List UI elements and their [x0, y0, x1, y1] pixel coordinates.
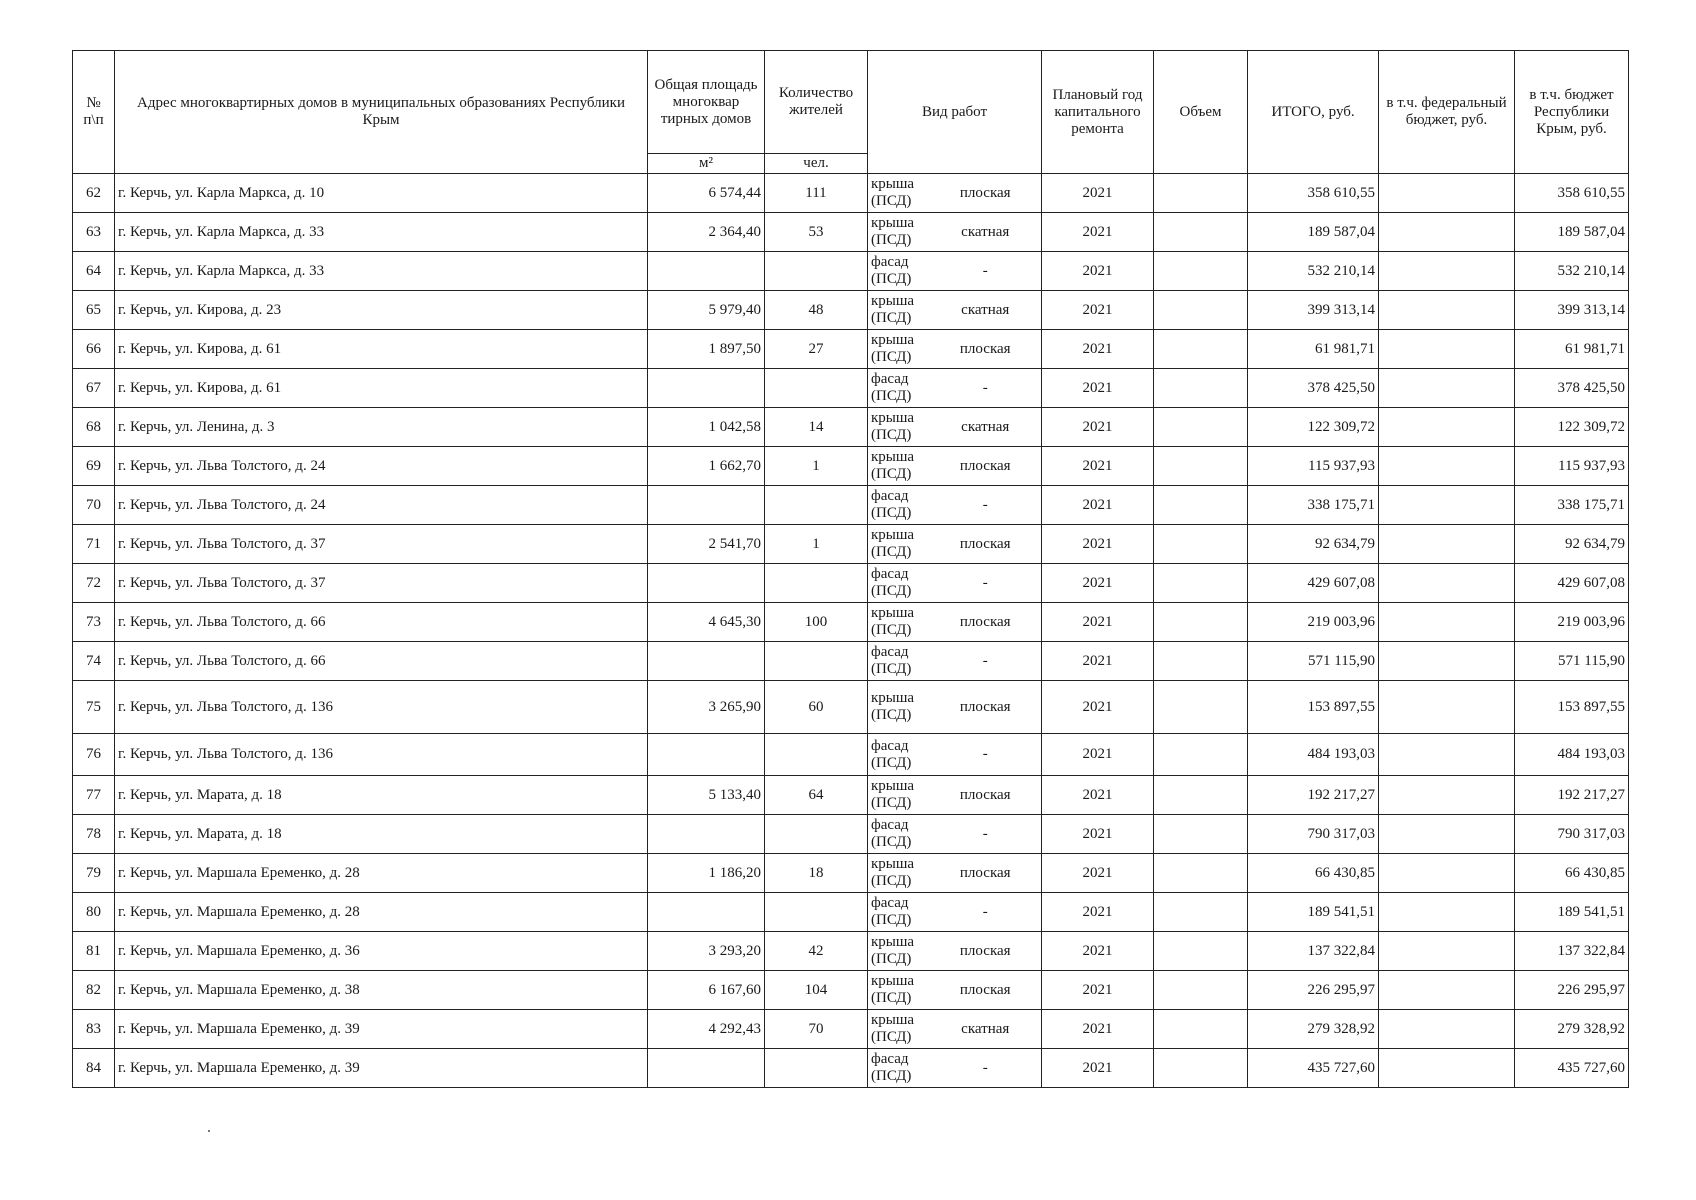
row-residents: 70 — [765, 1010, 868, 1049]
row-residents — [765, 893, 868, 932]
row-residents: 53 — [765, 213, 868, 252]
row-republic: 279 328,92 — [1515, 1010, 1629, 1049]
row-republic: 358 610,55 — [1515, 174, 1629, 213]
row-work-type: фасад (ПСД) — [868, 815, 930, 854]
table-row — [73, 564, 1629, 603]
row-total: 189 541,51 — [1248, 893, 1379, 932]
table-row — [73, 734, 1629, 776]
row-residents: 1 — [765, 525, 868, 564]
row-residents: 42 — [765, 932, 868, 971]
row-total: 66 430,85 — [1248, 854, 1379, 893]
table-row — [73, 330, 1629, 369]
row-number: 79 — [73, 854, 115, 893]
row-total: 790 317,03 — [1248, 815, 1379, 854]
row-number: 83 — [73, 1010, 115, 1049]
row-area: 1 186,20 — [648, 854, 765, 893]
row-total: 399 313,14 — [1248, 291, 1379, 330]
row-number: 84 — [73, 1049, 115, 1088]
header-area: Общая площадь многоквар тирных домов — [648, 51, 765, 154]
row-area: 1 042,58 — [648, 408, 765, 447]
scan-speck — [208, 1130, 210, 1132]
row-area: 5 133,40 — [648, 776, 765, 815]
row-year: 2021 — [1042, 291, 1154, 330]
row-volume — [1154, 525, 1248, 564]
row-volume — [1154, 681, 1248, 734]
table-row — [73, 893, 1629, 932]
row-federal — [1379, 408, 1515, 447]
row-federal — [1379, 564, 1515, 603]
header-num: № п\п — [73, 51, 115, 174]
row-volume — [1154, 815, 1248, 854]
row-volume — [1154, 893, 1248, 932]
table-row — [73, 603, 1629, 642]
row-federal — [1379, 291, 1515, 330]
row-area: 6 574,44 — [648, 174, 765, 213]
row-republic: 571 115,90 — [1515, 642, 1629, 681]
row-area: 3 293,20 — [648, 932, 765, 971]
row-volume — [1154, 447, 1248, 486]
row-federal — [1379, 893, 1515, 932]
row-year: 2021 — [1042, 932, 1154, 971]
row-number: 72 — [73, 564, 115, 603]
table-row — [73, 776, 1629, 815]
row-year: 2021 — [1042, 252, 1154, 291]
row-work-subtype: плоская — [930, 330, 1042, 369]
row-residents: 18 — [765, 854, 868, 893]
row-area — [648, 642, 765, 681]
row-volume — [1154, 642, 1248, 681]
row-work-type: фасад (ПСД) — [868, 1049, 930, 1088]
row-republic: 153 897,55 — [1515, 681, 1629, 734]
table-row — [73, 971, 1629, 1010]
row-work-subtype: плоская — [930, 525, 1042, 564]
row-area — [648, 252, 765, 291]
row-federal — [1379, 854, 1515, 893]
table-row — [73, 252, 1629, 291]
row-address: г. Керчь, ул. Ленина, д. 3 — [115, 408, 648, 447]
row-number: 63 — [73, 213, 115, 252]
row-number: 76 — [73, 734, 115, 776]
row-work-type: фасад (ПСД) — [868, 642, 930, 681]
row-area — [648, 369, 765, 408]
row-total: 115 937,93 — [1248, 447, 1379, 486]
row-address: г. Керчь, ул. Кирова, д. 23 — [115, 291, 648, 330]
row-work-type: крыша (ПСД) — [868, 525, 930, 564]
row-work-subtype: плоская — [930, 776, 1042, 815]
row-residents: 60 — [765, 681, 868, 734]
row-number: 67 — [73, 369, 115, 408]
row-work-type: крыша (ПСД) — [868, 330, 930, 369]
row-work-subtype: скатная — [930, 213, 1042, 252]
row-residents: 48 — [765, 291, 868, 330]
row-area: 3 265,90 — [648, 681, 765, 734]
row-year: 2021 — [1042, 447, 1154, 486]
row-federal — [1379, 486, 1515, 525]
row-volume — [1154, 932, 1248, 971]
row-federal — [1379, 174, 1515, 213]
row-republic: 66 430,85 — [1515, 854, 1629, 893]
row-address: г. Керчь, ул. Льва Толстого, д. 24 — [115, 486, 648, 525]
row-work-subtype: плоская — [930, 854, 1042, 893]
row-republic: 219 003,96 — [1515, 603, 1629, 642]
header-residents: Количество жителей — [765, 51, 868, 154]
row-work-subtype: - — [930, 642, 1042, 681]
row-total: 153 897,55 — [1248, 681, 1379, 734]
row-work-subtype: плоская — [930, 447, 1042, 486]
row-federal — [1379, 776, 1515, 815]
row-number: 81 — [73, 932, 115, 971]
row-work-subtype: - — [930, 486, 1042, 525]
row-residents — [765, 1049, 868, 1088]
row-address: г. Керчь, ул. Льва Толстого, д. 136 — [115, 681, 648, 734]
row-republic: 92 634,79 — [1515, 525, 1629, 564]
row-area: 6 167,60 — [648, 971, 765, 1010]
row-work-type: крыша (ПСД) — [868, 854, 930, 893]
row-total: 189 587,04 — [1248, 213, 1379, 252]
row-area — [648, 564, 765, 603]
row-volume — [1154, 486, 1248, 525]
row-republic: 189 541,51 — [1515, 893, 1629, 932]
row-residents: 111 — [765, 174, 868, 213]
row-address: г. Керчь, ул. Карла Маркса, д. 33 — [115, 252, 648, 291]
row-work-subtype: - — [930, 815, 1042, 854]
row-work-type: фасад (ПСД) — [868, 734, 930, 776]
row-republic: 226 295,97 — [1515, 971, 1629, 1010]
row-year: 2021 — [1042, 369, 1154, 408]
row-address: г. Керчь, ул. Льва Толстого, д. 136 — [115, 734, 648, 776]
row-federal — [1379, 252, 1515, 291]
row-republic: 122 309,72 — [1515, 408, 1629, 447]
row-area: 2 364,40 — [648, 213, 765, 252]
row-federal — [1379, 447, 1515, 486]
row-volume — [1154, 1010, 1248, 1049]
row-area: 1 662,70 — [648, 447, 765, 486]
row-work-type: крыша (ПСД) — [868, 932, 930, 971]
table-row — [73, 854, 1629, 893]
header-work: Вид работ — [868, 51, 1042, 174]
row-total: 429 607,08 — [1248, 564, 1379, 603]
row-work-type: крыша (ПСД) — [868, 408, 930, 447]
row-residents: 14 — [765, 408, 868, 447]
row-area: 4 645,30 — [648, 603, 765, 642]
row-total: 192 217,27 — [1248, 776, 1379, 815]
row-republic: 61 981,71 — [1515, 330, 1629, 369]
row-total: 61 981,71 — [1248, 330, 1379, 369]
table-row — [73, 932, 1629, 971]
header-volume: Объем — [1154, 51, 1248, 174]
row-area — [648, 1049, 765, 1088]
row-address: г. Керчь, ул. Маршала Еременко, д. 28 — [115, 854, 648, 893]
row-work-subtype: плоская — [930, 971, 1042, 1010]
row-number: 68 — [73, 408, 115, 447]
row-federal — [1379, 815, 1515, 854]
header-total: ИТОГО, руб. — [1248, 51, 1379, 174]
row-total: 226 295,97 — [1248, 971, 1379, 1010]
row-year: 2021 — [1042, 330, 1154, 369]
row-work-type: фасад (ПСД) — [868, 564, 930, 603]
row-federal — [1379, 932, 1515, 971]
row-number: 71 — [73, 525, 115, 564]
row-federal — [1379, 603, 1515, 642]
row-work-subtype: - — [930, 252, 1042, 291]
row-address: г. Керчь, ул. Маршала Еременко, д. 28 — [115, 893, 648, 932]
row-residents: 27 — [765, 330, 868, 369]
row-year: 2021 — [1042, 1049, 1154, 1088]
row-federal — [1379, 525, 1515, 564]
row-work-type: крыша (ПСД) — [868, 603, 930, 642]
row-work-type: крыша (ПСД) — [868, 174, 930, 213]
row-federal — [1379, 1049, 1515, 1088]
row-number: 65 — [73, 291, 115, 330]
row-number: 66 — [73, 330, 115, 369]
row-year: 2021 — [1042, 815, 1154, 854]
header-republic: в т.ч. бюджет Республики Крым, руб. — [1515, 51, 1629, 174]
table-row — [73, 213, 1629, 252]
row-address: г. Керчь, ул. Маршала Еременко, д. 39 — [115, 1049, 648, 1088]
row-residents — [765, 486, 868, 525]
row-year: 2021 — [1042, 734, 1154, 776]
row-residents — [765, 642, 868, 681]
row-work-subtype: плоская — [930, 932, 1042, 971]
row-area — [648, 893, 765, 932]
row-number: 77 — [73, 776, 115, 815]
row-volume — [1154, 330, 1248, 369]
row-number: 62 — [73, 174, 115, 213]
row-republic: 532 210,14 — [1515, 252, 1629, 291]
row-volume — [1154, 854, 1248, 893]
row-work-subtype: - — [930, 1049, 1042, 1088]
row-year: 2021 — [1042, 486, 1154, 525]
row-work-type: крыша (ПСД) — [868, 447, 930, 486]
row-area: 1 897,50 — [648, 330, 765, 369]
row-number: 69 — [73, 447, 115, 486]
row-address: г. Керчь, ул. Карла Маркса, д. 33 — [115, 213, 648, 252]
table-row — [73, 1010, 1629, 1049]
row-address: г. Керчь, ул. Льва Толстого, д. 37 — [115, 564, 648, 603]
row-residents: 104 — [765, 971, 868, 1010]
row-area: 5 979,40 — [648, 291, 765, 330]
row-republic: 189 587,04 — [1515, 213, 1629, 252]
row-republic: 378 425,50 — [1515, 369, 1629, 408]
row-work-type: крыша (ПСД) — [868, 213, 930, 252]
row-republic: 137 322,84 — [1515, 932, 1629, 971]
row-residents — [765, 564, 868, 603]
row-republic: 192 217,27 — [1515, 776, 1629, 815]
row-volume — [1154, 776, 1248, 815]
row-address: г. Керчь, ул. Льва Толстого, д. 37 — [115, 525, 648, 564]
row-year: 2021 — [1042, 603, 1154, 642]
row-total: 378 425,50 — [1248, 369, 1379, 408]
row-year: 2021 — [1042, 213, 1154, 252]
row-residents: 100 — [765, 603, 868, 642]
row-volume — [1154, 971, 1248, 1010]
row-total: 338 175,71 — [1248, 486, 1379, 525]
table-row — [73, 447, 1629, 486]
row-volume — [1154, 408, 1248, 447]
row-year: 2021 — [1042, 681, 1154, 734]
row-address: г. Керчь, ул. Маршала Еременко, д. 38 — [115, 971, 648, 1010]
row-work-type: фасад (ПСД) — [868, 252, 930, 291]
row-work-type: крыша (ПСД) — [868, 681, 930, 734]
row-total: 122 309,72 — [1248, 408, 1379, 447]
row-address: г. Керчь, ул. Льва Толстого, д. 24 — [115, 447, 648, 486]
row-work-subtype: - — [930, 564, 1042, 603]
row-work-subtype: скатная — [930, 408, 1042, 447]
row-address: г. Керчь, ул. Маршала Еременко, д. 39 — [115, 1010, 648, 1049]
row-total: 532 210,14 — [1248, 252, 1379, 291]
row-volume — [1154, 369, 1248, 408]
row-area: 2 541,70 — [648, 525, 765, 564]
row-address: г. Керчь, ул. Карла Маркса, д. 10 — [115, 174, 648, 213]
row-total: 219 003,96 — [1248, 603, 1379, 642]
row-work-subtype: плоская — [930, 603, 1042, 642]
row-republic: 435 727,60 — [1515, 1049, 1629, 1088]
row-address: г. Керчь, ул. Марата, д. 18 — [115, 815, 648, 854]
row-work-subtype: плоская — [930, 681, 1042, 734]
row-address: г. Керчь, ул. Кирова, д. 61 — [115, 330, 648, 369]
row-address: г. Керчь, ул. Кирова, д. 61 — [115, 369, 648, 408]
table-row — [73, 369, 1629, 408]
row-work-type: фасад (ПСД) — [868, 369, 930, 408]
table-body — [73, 174, 1629, 1088]
row-federal — [1379, 642, 1515, 681]
row-year: 2021 — [1042, 408, 1154, 447]
row-area: 4 292,43 — [648, 1010, 765, 1049]
row-number: 74 — [73, 642, 115, 681]
row-number: 64 — [73, 252, 115, 291]
row-number: 78 — [73, 815, 115, 854]
row-total: 137 322,84 — [1248, 932, 1379, 971]
row-volume — [1154, 174, 1248, 213]
row-republic: 399 313,14 — [1515, 291, 1629, 330]
row-federal — [1379, 681, 1515, 734]
row-total: 571 115,90 — [1248, 642, 1379, 681]
row-work-subtype: скатная — [930, 1010, 1042, 1049]
row-work-type: крыша (ПСД) — [868, 776, 930, 815]
header-residents-unit: чел. — [765, 154, 868, 174]
row-republic: 429 607,08 — [1515, 564, 1629, 603]
row-work-subtype: - — [930, 893, 1042, 932]
row-year: 2021 — [1042, 1010, 1154, 1049]
row-year: 2021 — [1042, 971, 1154, 1010]
row-republic: 115 937,93 — [1515, 447, 1629, 486]
row-work-type: крыша (ПСД) — [868, 1010, 930, 1049]
row-volume — [1154, 1049, 1248, 1088]
row-year: 2021 — [1042, 893, 1154, 932]
row-volume — [1154, 291, 1248, 330]
row-residents — [765, 734, 868, 776]
row-republic: 484 193,03 — [1515, 734, 1629, 776]
row-number: 73 — [73, 603, 115, 642]
row-work-subtype: - — [930, 369, 1042, 408]
row-total: 484 193,03 — [1248, 734, 1379, 776]
table-row — [73, 815, 1629, 854]
row-federal — [1379, 1010, 1515, 1049]
row-republic: 790 317,03 — [1515, 815, 1629, 854]
row-area — [648, 815, 765, 854]
row-volume — [1154, 213, 1248, 252]
row-year: 2021 — [1042, 776, 1154, 815]
row-residents — [765, 252, 868, 291]
row-total: 92 634,79 — [1248, 525, 1379, 564]
row-number: 75 — [73, 681, 115, 734]
capital-repair-table — [72, 50, 1629, 1088]
row-address: г. Керчь, ул. Льва Толстого, д. 66 — [115, 603, 648, 642]
header-address: Адрес многоквартирных домов в муниципальных образованиях Республики Крым — [115, 51, 648, 174]
row-residents — [765, 815, 868, 854]
header-year: Плановый год капитального ремонта — [1042, 51, 1154, 174]
row-federal — [1379, 330, 1515, 369]
row-work-type: фасад (ПСД) — [868, 486, 930, 525]
table-row — [73, 408, 1629, 447]
row-federal — [1379, 734, 1515, 776]
table-row — [73, 642, 1629, 681]
header-federal: в т.ч. федеральный бюджет, руб. — [1379, 51, 1515, 174]
row-area — [648, 486, 765, 525]
row-total: 435 727,60 — [1248, 1049, 1379, 1088]
row-work-subtype: скатная — [930, 291, 1042, 330]
row-federal — [1379, 213, 1515, 252]
table-row — [73, 486, 1629, 525]
row-work-type: крыша (ПСД) — [868, 971, 930, 1010]
row-residents: 1 — [765, 447, 868, 486]
row-year: 2021 — [1042, 854, 1154, 893]
row-address: г. Керчь, ул. Льва Толстого, д. 66 — [115, 642, 648, 681]
row-year: 2021 — [1042, 525, 1154, 564]
row-republic: 338 175,71 — [1515, 486, 1629, 525]
row-total: 279 328,92 — [1248, 1010, 1379, 1049]
table-row — [73, 174, 1629, 213]
row-residents: 64 — [765, 776, 868, 815]
row-number: 70 — [73, 486, 115, 525]
row-work-type: крыша (ПСД) — [868, 291, 930, 330]
row-number: 82 — [73, 971, 115, 1010]
table-row — [73, 681, 1629, 734]
row-work-subtype: плоская — [930, 174, 1042, 213]
row-year: 2021 — [1042, 642, 1154, 681]
row-volume — [1154, 252, 1248, 291]
row-address: г. Керчь, ул. Марата, д. 18 — [115, 776, 648, 815]
row-federal — [1379, 971, 1515, 1010]
row-year: 2021 — [1042, 174, 1154, 213]
row-area — [648, 734, 765, 776]
table-row — [73, 1049, 1629, 1088]
row-volume — [1154, 603, 1248, 642]
table-header — [73, 51, 1629, 174]
row-volume — [1154, 734, 1248, 776]
row-total: 358 610,55 — [1248, 174, 1379, 213]
row-work-subtype: - — [930, 734, 1042, 776]
header-area-unit: м² — [648, 154, 765, 174]
table-row — [73, 525, 1629, 564]
row-residents — [765, 369, 868, 408]
row-volume — [1154, 564, 1248, 603]
row-federal — [1379, 369, 1515, 408]
row-number: 80 — [73, 893, 115, 932]
table-row — [73, 291, 1629, 330]
row-address: г. Керчь, ул. Маршала Еременко, д. 36 — [115, 932, 648, 971]
row-year: 2021 — [1042, 564, 1154, 603]
row-work-type: фасад (ПСД) — [868, 893, 930, 932]
